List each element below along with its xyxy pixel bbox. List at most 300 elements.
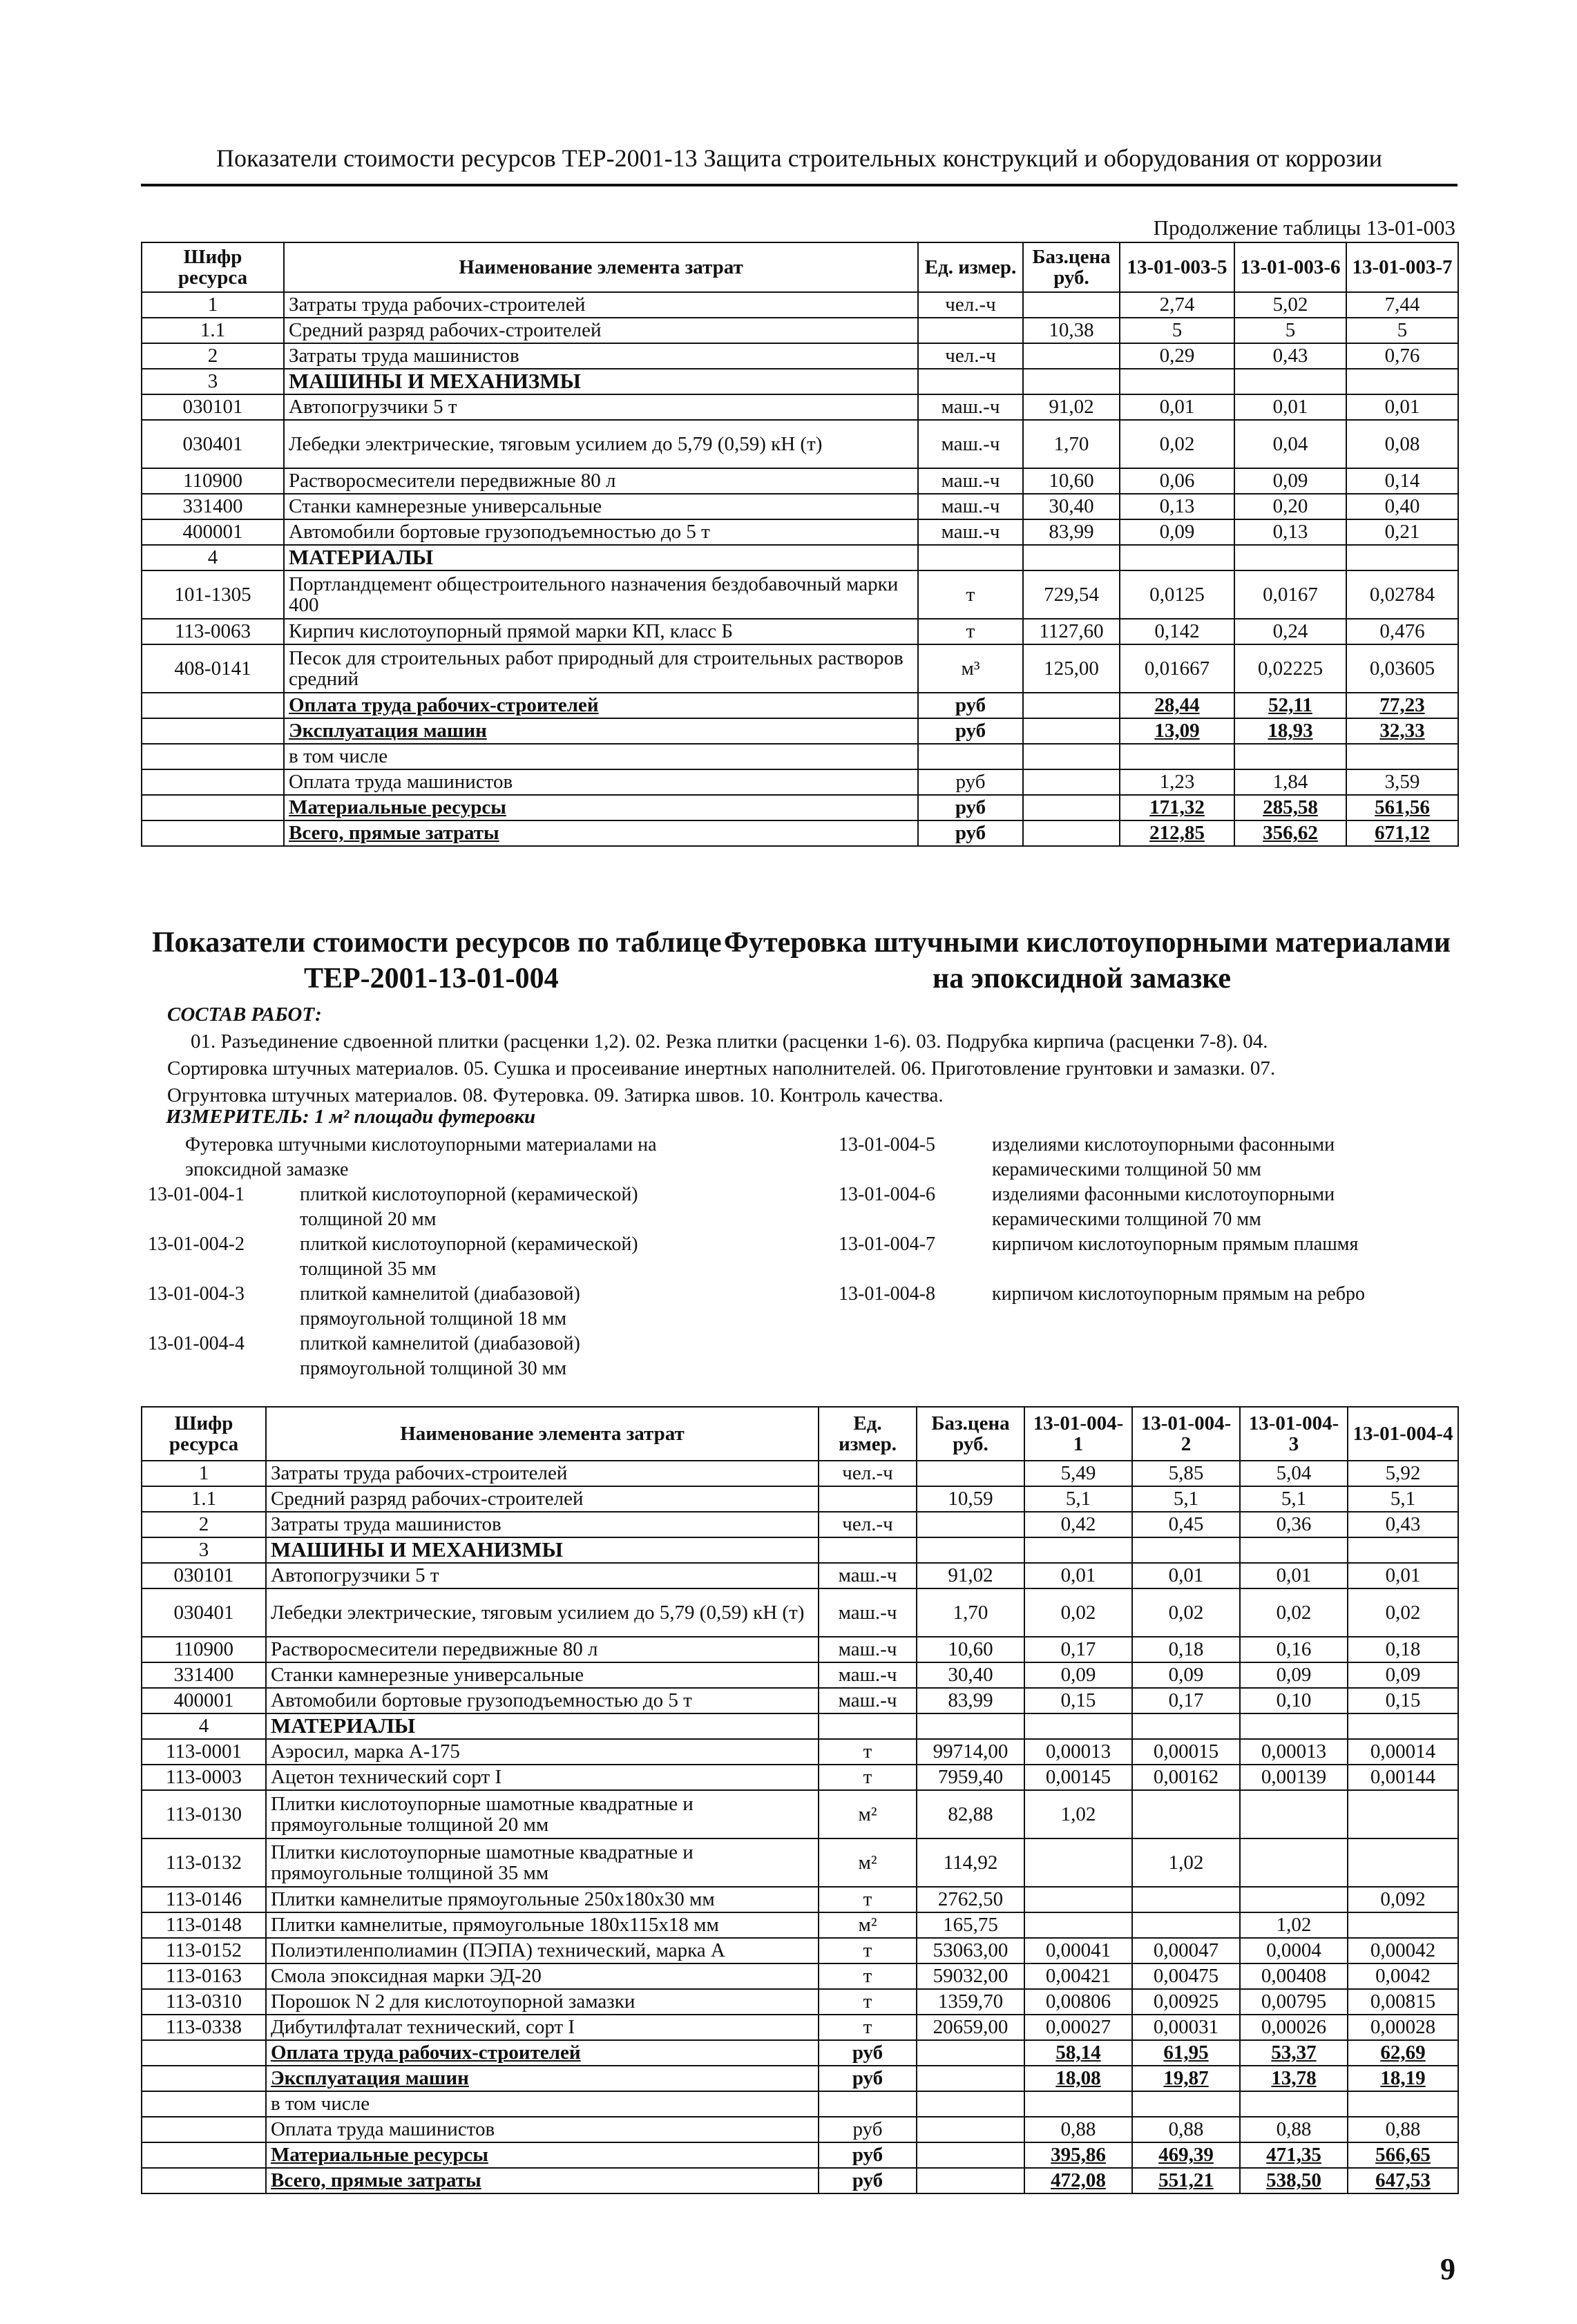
total-value: 1,84 <box>1234 769 1346 795</box>
variant-intro-line-2: эпоксидной замазке <box>185 1159 349 1180</box>
norm-value: 0,00408 <box>1240 1963 1348 1989</box>
total-value: 671,12 <box>1346 820 1458 846</box>
empty-cell <box>142 769 284 795</box>
base-price: 91,02 <box>917 1563 1024 1588</box>
norm-value: 0,00421 <box>1024 1963 1132 1989</box>
norm-value: 5,1 <box>1240 1486 1348 1512</box>
total-value: 471,35 <box>1240 2142 1348 2168</box>
variant-code: 13-01-004-3 <box>148 1283 245 1305</box>
resource-name: Затраты труда рабочих-строителей <box>284 292 918 318</box>
variant-list <box>148 1133 1460 1381</box>
table-row <box>142 394 1458 420</box>
total-value: 0,88 <box>1024 2117 1132 2142</box>
total-name: Оплата труда рабочих-строителей <box>266 2040 819 2066</box>
norm-value: 0,09 <box>1120 519 1234 545</box>
norm-value: 0,00144 <box>1348 1765 1458 1790</box>
norm-value: 0,42 <box>1024 1512 1132 1537</box>
empty-cell <box>1132 1537 1240 1563</box>
total-row <box>142 2117 1458 2142</box>
unit: руб <box>819 2142 917 2168</box>
total-value: 538,50 <box>1240 2168 1348 2193</box>
total-value: 171,32 <box>1120 795 1234 820</box>
resource-code: 030401 <box>142 420 284 468</box>
resource-code: 2 <box>142 343 284 369</box>
header-code: Шифр ресурса <box>142 1407 266 1461</box>
resource-code: 1 <box>142 1461 266 1486</box>
total-value: 77,23 <box>1346 693 1458 718</box>
resource-code: 113-0148 <box>142 1912 266 1938</box>
norm-value <box>1348 1838 1458 1887</box>
norm-value: 0,00041 <box>1024 1938 1132 1963</box>
resource-code: 1.1 <box>142 318 284 343</box>
resource-table-13-01-004 <box>141 1406 1459 2194</box>
table-header-row <box>142 1407 1458 1461</box>
norm-value: 0,02784 <box>1346 570 1458 619</box>
norm-value: 5,02 <box>1234 292 1346 318</box>
resource-name: Средний разряд рабочих-строителей <box>266 1486 819 1512</box>
header-col-2: 13-01-003-6 <box>1234 242 1346 292</box>
section-row <box>142 1537 1458 1563</box>
header-col-1: 13-01-003-5 <box>1120 242 1234 292</box>
resource-name: Растворосмесители передвижные 80 л <box>266 1637 819 1662</box>
variant-description: плиткой кислотоупорной (керамической) <box>300 1233 638 1255</box>
total-row <box>142 744 1458 769</box>
base-price: 1,70 <box>917 1588 1024 1637</box>
norm-value: 0,03605 <box>1346 644 1458 693</box>
composition-line-2: Сортировка штучных материалов. 05. Сушка и просеивание инертных наполнителей. 06. Приготовление грунтовки и замазки. 07. <box>167 1057 1276 1080</box>
header-rule <box>141 184 1457 186</box>
base-price: 114,92 <box>917 1838 1024 1887</box>
unit: маш.-ч <box>918 468 1023 494</box>
norm-value: 0,02 <box>1120 420 1234 468</box>
total-row <box>142 769 1458 795</box>
resource-code: 030101 <box>142 1563 266 1588</box>
total-value: 472,08 <box>1024 2168 1132 2193</box>
total-value <box>1240 2091 1348 2117</box>
total-value <box>1348 2091 1458 2117</box>
total-value: 647,53 <box>1348 2168 1458 2193</box>
empty-cell <box>1023 769 1120 795</box>
unit: руб <box>918 718 1023 744</box>
norm-value: 0,01 <box>1346 394 1458 420</box>
table-row <box>142 1938 1458 1963</box>
table-row <box>142 1637 1458 1662</box>
composition-label: СОСТАВ РАБОТ: <box>167 1003 322 1026</box>
variant-code: 13-01-004-2 <box>148 1233 245 1255</box>
norm-value: 0,00815 <box>1348 1989 1458 2015</box>
table-row <box>142 519 1458 545</box>
base-price: 83,99 <box>917 1688 1024 1713</box>
table-row <box>142 292 1458 318</box>
unit: маш.-ч <box>918 519 1023 545</box>
unit: руб <box>819 2117 917 2142</box>
norm-value: 0,21 <box>1346 519 1458 545</box>
norm-value: 0,17 <box>1132 1688 1240 1713</box>
total-value: 58,14 <box>1024 2040 1132 2066</box>
total-value: 61,95 <box>1132 2040 1240 2066</box>
base-price: 82,88 <box>917 1790 1024 1838</box>
unit: руб <box>918 795 1023 820</box>
unit: маш.-ч <box>819 1637 917 1662</box>
total-value: 469,39 <box>1132 2142 1240 2168</box>
variant-description: прямоугольной толщиной 30 мм <box>300 1358 567 1379</box>
norm-value: 0,45 <box>1132 1512 1240 1537</box>
norm-value: 0,15 <box>1024 1688 1132 1713</box>
norm-value: 0,0167 <box>1234 570 1346 619</box>
total-value <box>1234 744 1346 769</box>
norm-value: 5,1 <box>1024 1486 1132 1512</box>
resource-name: Затраты труда машинистов <box>284 343 918 369</box>
section-row <box>142 545 1458 570</box>
norm-value: 0,09 <box>1132 1662 1240 1688</box>
empty-cell <box>917 2117 1024 2142</box>
variant-description: прямоугольной толщиной 18 мм <box>300 1308 567 1329</box>
base-price: 91,02 <box>1023 394 1120 420</box>
table-header-row <box>142 242 1458 292</box>
empty-cell <box>142 2066 266 2091</box>
resource-name: Дибутилфталат технический, сорт I <box>266 2015 819 2040</box>
title-right-line-2: на эпоксидной замазке <box>933 963 1232 995</box>
empty-cell <box>1024 1713 1132 1739</box>
norm-value: 0,29 <box>1120 343 1234 369</box>
variant-description: кирпичом кислотоупорным прямым плашмя <box>992 1233 1359 1255</box>
base-price <box>1023 292 1120 318</box>
unit: т <box>819 1739 917 1765</box>
unit: т <box>819 1887 917 1912</box>
unit: чел.-ч <box>819 1461 917 1486</box>
total-row <box>142 2040 1458 2066</box>
unit: м² <box>819 1912 917 1938</box>
norm-value: 1,02 <box>1240 1912 1348 1938</box>
variant-description: толщиной 35 мм <box>300 1258 437 1280</box>
variant-description: керамическими толщиной 50 мм <box>992 1159 1261 1180</box>
norm-value: 0,00014 <box>1348 1739 1458 1765</box>
empty-cell <box>1023 693 1120 718</box>
empty-cell <box>1132 1713 1240 1739</box>
table-continuation-caption: Продолжение таблицы 13-01-003 <box>1153 215 1455 240</box>
total-value: 566,65 <box>1348 2142 1458 2168</box>
table-row <box>142 1963 1458 1989</box>
resource-code: 113-0132 <box>142 1838 266 1887</box>
empty-cell <box>142 2091 266 2117</box>
page-number: 9 <box>1440 2252 1455 2286</box>
total-row <box>142 693 1458 718</box>
norm-value: 0,08 <box>1346 420 1458 468</box>
unit: т <box>819 1963 917 1989</box>
norm-value: 0,00015 <box>1132 1739 1240 1765</box>
norm-value <box>1348 1790 1458 1838</box>
unit: т <box>819 2015 917 2040</box>
total-name: Всего, прямые затраты <box>284 820 918 846</box>
table-row <box>142 1912 1458 1938</box>
section-name: МАТЕРИАЛЫ <box>266 1713 819 1739</box>
norm-value: 0,00013 <box>1024 1739 1132 1765</box>
empty-cell <box>1023 820 1120 846</box>
norm-value: 0,00026 <box>1240 2015 1348 2040</box>
resource-code: 4 <box>142 545 284 570</box>
table-row <box>142 1662 1458 1688</box>
variant-description: кирпичом кислотоупорным прямым на ребро <box>992 1283 1365 1305</box>
empty-cell <box>142 2168 266 2193</box>
section-name: МАШИНЫ И МЕХАНИЗМЫ <box>266 1537 819 1563</box>
resource-code: 400001 <box>142 1688 266 1713</box>
variant-description: плиткой камнелитой (диабазовой) <box>300 1333 580 1354</box>
norm-value <box>1240 1790 1348 1838</box>
base-price <box>917 1512 1024 1537</box>
resource-code: 3 <box>142 1537 266 1563</box>
variant-description: изделиями фасонными кислотоупорными <box>992 1184 1335 1205</box>
table-row <box>142 644 1458 693</box>
unit: т <box>918 570 1023 619</box>
norm-value <box>1024 1912 1132 1938</box>
empty-cell <box>1346 369 1458 394</box>
empty-cell <box>918 545 1023 570</box>
unit <box>918 318 1023 343</box>
empty-cell <box>142 2117 266 2142</box>
base-price: 1359,70 <box>917 1989 1024 2015</box>
base-price: 1127,60 <box>1023 619 1120 644</box>
norm-value <box>1132 1887 1240 1912</box>
norm-value: 0,09 <box>1024 1662 1132 1688</box>
variant-description: плиткой кислотоупорной (керамической) <box>300 1184 638 1205</box>
total-value: 1,23 <box>1120 769 1234 795</box>
norm-value: 0,01 <box>1120 394 1234 420</box>
resource-code: 331400 <box>142 1662 266 1688</box>
norm-value: 0,17 <box>1024 1637 1132 1662</box>
norm-value: 0,40 <box>1346 494 1458 519</box>
total-value: 18,93 <box>1234 718 1346 744</box>
norm-value: 0,00031 <box>1132 2015 1240 2040</box>
table-row <box>142 1563 1458 1588</box>
total-value: 356,62 <box>1234 820 1346 846</box>
norm-value: 0,00028 <box>1348 2015 1458 2040</box>
total-row <box>142 718 1458 744</box>
header-col-3: 13-01-004-3 <box>1240 1407 1348 1461</box>
unit: руб <box>819 2066 917 2091</box>
table-row <box>142 570 1458 619</box>
norm-value: 5 <box>1120 318 1234 343</box>
resource-code: 408-0141 <box>142 644 284 693</box>
section-name: МАШИНЫ И МЕХАНИЗМЫ <box>284 369 918 394</box>
total-value: 19,87 <box>1132 2066 1240 2091</box>
norm-value: 0,43 <box>1348 1512 1458 1537</box>
norm-value: 0,02 <box>1240 1588 1348 1637</box>
table-row <box>142 619 1458 644</box>
norm-value <box>1132 1912 1240 1938</box>
total-value <box>1132 2091 1240 2117</box>
variant-code: 13-01-004-7 <box>839 1233 935 1255</box>
resource-name: Автомобили бортовые грузоподъемностью до 5 т <box>284 519 918 545</box>
total-value: 18,08 <box>1024 2066 1132 2091</box>
base-price: 83,99 <box>1023 519 1120 545</box>
variant-code: 13-01-004-8 <box>839 1283 935 1305</box>
empty-cell <box>1023 545 1120 570</box>
total-value: 0,88 <box>1348 2117 1458 2142</box>
resource-name: Аэросил, марка А-175 <box>266 1739 819 1765</box>
empty-cell <box>1348 1537 1458 1563</box>
base-price: 165,75 <box>917 1912 1024 1938</box>
total-value: 3,59 <box>1346 769 1458 795</box>
norm-value: 1,02 <box>1024 1790 1132 1838</box>
unit: м³ <box>918 644 1023 693</box>
total-value: 212,85 <box>1120 820 1234 846</box>
resource-name: Растворосмесители передвижные 80 л <box>284 468 918 494</box>
header-unit: Ед. измер. <box>819 1407 917 1461</box>
total-value: 62,69 <box>1348 2040 1458 2066</box>
base-price <box>1023 343 1120 369</box>
norm-value: 0,76 <box>1346 343 1458 369</box>
resource-code: 1.1 <box>142 1486 266 1512</box>
norm-value: 0,24 <box>1234 619 1346 644</box>
resource-name: Автопогрузчики 5 т <box>266 1563 819 1588</box>
resource-code: 113-0146 <box>142 1887 266 1912</box>
resource-code: 113-0130 <box>142 1790 266 1838</box>
empty-cell <box>917 1713 1024 1739</box>
unit: руб <box>918 693 1023 718</box>
norm-value: 0,476 <box>1346 619 1458 644</box>
title-left-line-2: ТЕР-2001-13-01-004 <box>304 963 559 995</box>
norm-value: 0,00162 <box>1132 1765 1240 1790</box>
title-left-line-1: Показатели стоимости ресурсов по таблице <box>152 927 722 959</box>
base-price: 30,40 <box>917 1662 1024 1688</box>
table-row <box>142 1512 1458 1537</box>
total-value: 285,58 <box>1234 795 1346 820</box>
variant-description: керамическими толщиной 70 мм <box>992 1209 1261 1230</box>
unit: руб <box>918 769 1023 795</box>
total-value <box>1120 744 1234 769</box>
total-name: Материальные ресурсы <box>266 2142 819 2168</box>
total-name: Эксплуатация машин <box>284 718 918 744</box>
total-name: Оплата труда машинистов <box>266 2117 819 2142</box>
norm-value: 0,02 <box>1024 1588 1132 1637</box>
variant-description: толщиной 20 мм <box>300 1209 437 1230</box>
resource-name: Плитки кислотоупорные шамотные квадратные и прямоугольные толщиной 35 мм <box>266 1838 819 1887</box>
resource-name: Автопогрузчики 5 т <box>284 394 918 420</box>
variant-description: изделиями кислотоупорными фасонными <box>992 1134 1335 1155</box>
empty-cell <box>142 795 284 820</box>
table-row <box>142 1688 1458 1713</box>
norm-value: 0,18 <box>1348 1637 1458 1662</box>
base-price: 53063,00 <box>917 1938 1024 1963</box>
table-row <box>142 1989 1458 2015</box>
header-col-3: 13-01-003-7 <box>1346 242 1458 292</box>
unit: т <box>819 1989 917 2015</box>
norm-value: 0,01 <box>1234 394 1346 420</box>
resource-table-13-01-003 <box>141 242 1459 847</box>
unit: руб <box>918 820 1023 846</box>
total-value: 561,56 <box>1346 795 1458 820</box>
norm-value <box>1240 1887 1348 1912</box>
norm-value: 0,04 <box>1234 420 1346 468</box>
resource-code: 113-0152 <box>142 1938 266 1963</box>
resource-name: Лебедки электрические, тяговым усилием до 5,79 (0,59) кН (т) <box>284 420 918 468</box>
resource-code: 030101 <box>142 394 284 420</box>
empty-cell <box>1023 744 1120 769</box>
resource-name: Плитки кислотоупорные шамотные квадратные и прямоугольные толщиной 20 мм <box>266 1790 819 1838</box>
norm-value: 0,00925 <box>1132 1989 1240 2015</box>
empty-cell <box>1234 369 1346 394</box>
base-price: 10,60 <box>1023 468 1120 494</box>
total-row <box>142 2066 1458 2091</box>
norm-value: 0,092 <box>1348 1887 1458 1912</box>
table-row <box>142 1588 1458 1637</box>
norm-value: 0,06 <box>1120 468 1234 494</box>
norm-value: 5,85 <box>1132 1461 1240 1486</box>
table-row <box>142 343 1458 369</box>
table-row <box>142 1461 1458 1486</box>
norm-value: 0,02 <box>1132 1588 1240 1637</box>
resource-code: 113-0338 <box>142 2015 266 2040</box>
table-row <box>142 1838 1458 1887</box>
resource-code: 113-0163 <box>142 1963 266 1989</box>
empty-cell <box>917 2091 1024 2117</box>
empty-cell <box>142 2040 266 2066</box>
resource-name: Портландцемент общестроительного назначения бездобавочный марки 400 <box>284 570 918 619</box>
empty-cell <box>917 2168 1024 2193</box>
norm-value: 5,04 <box>1240 1461 1348 1486</box>
resource-name: Затраты труда машинистов <box>266 1512 819 1537</box>
empty-cell <box>1024 1537 1132 1563</box>
norm-value: 7,44 <box>1346 292 1458 318</box>
base-price: 2762,50 <box>917 1887 1024 1912</box>
total-name: Оплата труда рабочих-строителей <box>284 693 918 718</box>
section-row <box>142 369 1458 394</box>
norm-value: 0,00475 <box>1132 1963 1240 1989</box>
base-price: 729,54 <box>1023 570 1120 619</box>
table-row <box>142 420 1458 468</box>
empty-cell <box>917 2066 1024 2091</box>
empty-cell <box>1240 1713 1348 1739</box>
norm-value <box>1132 1790 1240 1838</box>
title-right-line-1: Футеровка штучными кислотоупорными материалами <box>723 927 1451 959</box>
section-name: МАТЕРИАЛЫ <box>284 545 918 570</box>
table-row <box>142 318 1458 343</box>
empty-cell <box>142 2142 266 2168</box>
resource-code: 113-0063 <box>142 619 284 644</box>
unit <box>918 744 1023 769</box>
empty-cell <box>142 744 284 769</box>
norm-value: 0,00013 <box>1240 1739 1348 1765</box>
norm-value: 2,74 <box>1120 292 1234 318</box>
variant-code: 13-01-004-4 <box>148 1333 245 1354</box>
total-value: 28,44 <box>1120 693 1234 718</box>
table-row <box>142 1790 1458 1838</box>
base-price: 125,00 <box>1023 644 1120 693</box>
norm-value <box>1024 1838 1132 1887</box>
composition-block <box>167 1001 1452 1110</box>
unit: руб <box>819 2168 917 2193</box>
header-code: Шифр ресурса <box>142 242 284 292</box>
norm-value: 0,142 <box>1120 619 1234 644</box>
unit: чел.-ч <box>819 1512 917 1537</box>
resource-code: 110900 <box>142 1637 266 1662</box>
norm-value: 0,0042 <box>1348 1963 1458 1989</box>
header-col-1: 13-01-004-1 <box>1024 1407 1132 1461</box>
empty-cell <box>1234 545 1346 570</box>
variant-description: плиткой камнелитой (диабазовой) <box>300 1283 580 1305</box>
section-row <box>142 1713 1458 1739</box>
table-row <box>142 1739 1458 1765</box>
norm-value: 0,0125 <box>1120 570 1234 619</box>
base-price: 10,38 <box>1023 318 1120 343</box>
resource-code: 2 <box>142 1512 266 1537</box>
empty-cell <box>142 718 284 744</box>
resource-code: 331400 <box>142 494 284 519</box>
resource-name: Затраты труда рабочих-строителей <box>266 1461 819 1486</box>
unit: маш.-ч <box>819 1688 917 1713</box>
composition-line-1: 01. Разъединение сдвоенной плитки (расценки 1,2). 02. Резка плитки (расценки 1-6). 03. Подрубка кирпича (расценки 7-8). 04. <box>191 1030 1268 1053</box>
norm-value: 0,00027 <box>1024 2015 1132 2040</box>
